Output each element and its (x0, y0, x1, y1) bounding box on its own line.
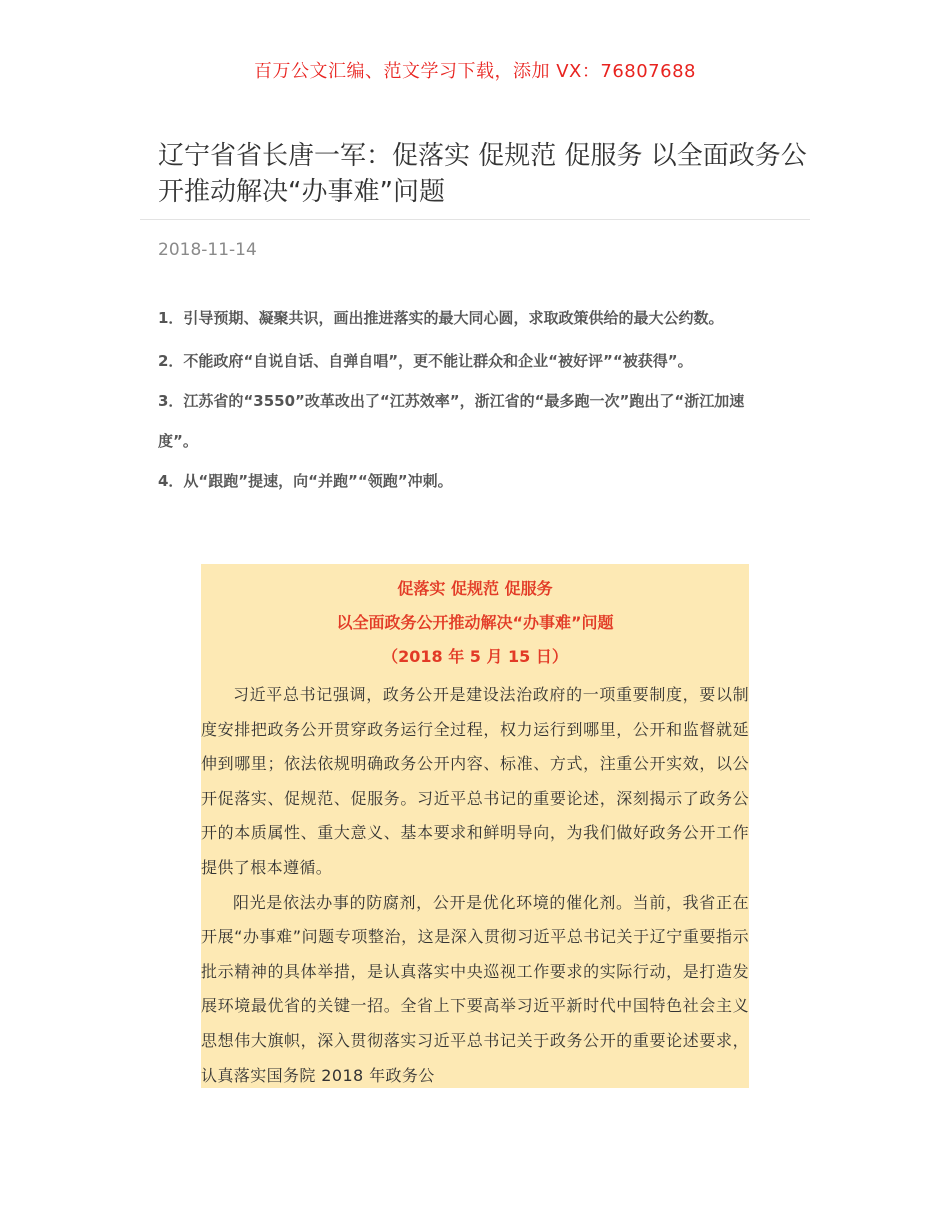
excerpt-heading: 促落实 促规范 促服务 (397, 579, 553, 598)
speech-excerpt-box (201, 564, 749, 1088)
publish-date: 2018-11-14 (158, 240, 257, 260)
excerpt-paragraph: 习近平总书记强调，政务公开是建设法治政府的一项重要制度，要以制度安排把政务公开贯穿政务运行全过程，权力运行到哪里，公开和监督就延伸到哪里；依法依规明确政务公开内容、标准、方式，注重公开实效，以公开促落实、促规范、促服务。习近平总书记的重要论述，深刻揭示了政务公开的本质属性、重大意义、基本要求和鲜明导向，为我们做好政务公开工作提供了根本遵循。 (201, 685, 749, 877)
excerpt-date: （2018 年 5 月 15 日） (382, 647, 568, 666)
key-points (158, 302, 778, 501)
article-title: 辽宁省省长唐一军：促落实 促规范 促服务 以全面政务公开推动解决“办事难”问题 (158, 141, 807, 207)
key-point: 4．从“跟跑”提速，向“并跑”“领跑”冲刺。 (158, 472, 453, 490)
excerpt-paragraph: 阳光是依法办事的防腐剂，公开是优化环境的催化剂。当前，我省正在开展“办事难”问题专项整治，这是深入贯彻习近平总书记关于辽宁重要指示批示精神的具体举措，是认真落实中央巡视工作要求的实际行动，是打造发展环境最优省的关键一招。全省上下要高举习近平新时代中国特色社会主义思想伟大旗帜，深入贯彻落实习近平总书记关于政务公开的重要论述要求，认真落实国务院 2018 年政务公 (201, 892, 749, 1085)
excerpt-subheading: 以全面政务公开推动解决“办事难”问题 (336, 613, 614, 632)
key-point: 1．引导预期、凝聚共识，画出推进落实的最大同心圆，求取政策供给的最大公约数。 (158, 309, 724, 327)
promo-banner: 百万公文汇编、范文学习下载，添加 VX：76807688 (254, 61, 696, 82)
key-point: 2．不能政府“自说自话、自弹自唱”，更不能让群众和企业“被好评”“被获得”。 (158, 352, 693, 370)
key-point: 3．江苏省的“3550”改革改出了“江苏效率”，浙江省的“最多跑一次”跑出了“浙江加速度”。 (158, 392, 745, 450)
title-divider (140, 219, 810, 220)
excerpt-body (201, 678, 749, 1088)
